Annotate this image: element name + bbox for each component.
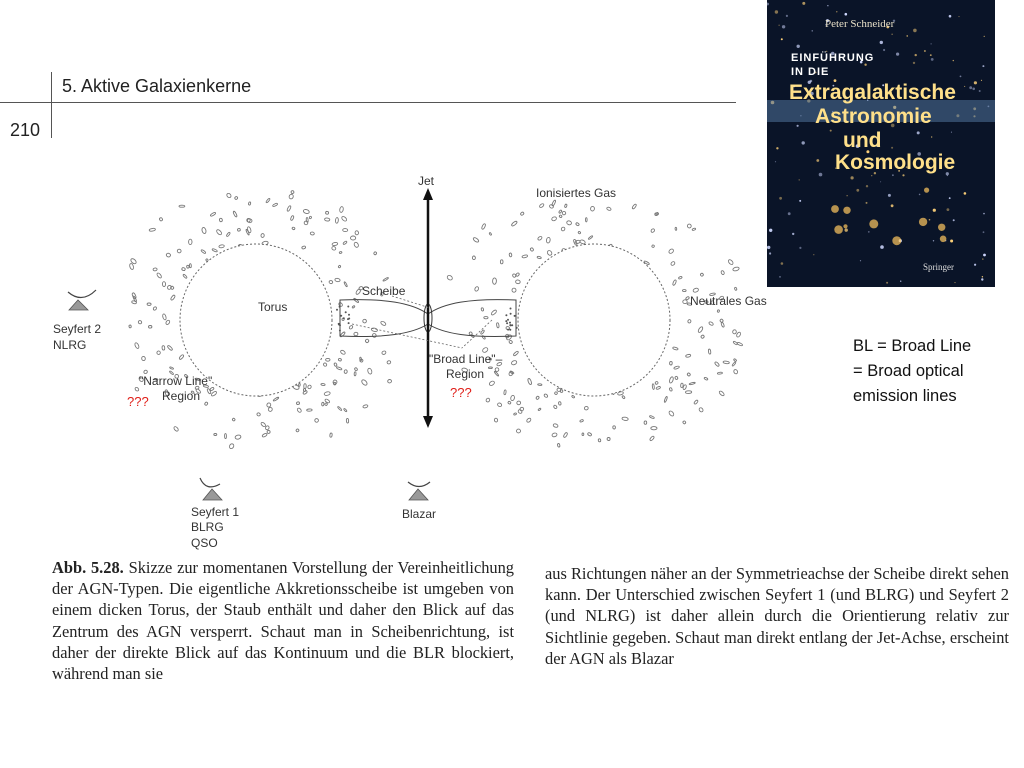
question-mark-left: ???	[127, 394, 149, 409]
page-number: 210	[10, 120, 41, 140]
accretion-disk-right	[428, 300, 516, 337]
label-narrow-line-region: Region	[162, 389, 201, 403]
observer-seyfert1-icon	[200, 478, 222, 500]
label-blrg: BLRG	[191, 520, 224, 534]
question-mark-center: ???	[450, 385, 472, 400]
label-neutrales-gas: Neutrales Gas	[690, 294, 767, 308]
cover-publisher: Springer	[923, 262, 954, 272]
note-line-3: emission lines	[853, 387, 957, 405]
note-line-2: = Broad optical	[853, 362, 964, 380]
label-qso: QSO	[191, 536, 218, 550]
cover-subtitle-line1: EINFÜHRUNG	[791, 52, 875, 64]
cover-title-2: Astronomie	[815, 105, 932, 128]
caption-left-text: Skizze zur momentanen Vorstellung der Vereinheitlichung der AGN-Typen. Die eigentliche Akkretionsscheibe ist umgeben von einem dicken Torus, der Staub enthält und daher den Blick auf das Zentrum des AGN versperrt. Schaut man in Scheibenrichtung, ist daher der direkte Blick auf das Kontinuum und die BLR blockiert, während man sie	[52, 558, 515, 684]
figure-caption-right: aus Richtungen näher an der Symmetrieachse der Scheibe direkt sehen kann. Der Unterschied zwischen Seyfert 1 (und BLRG) und Seyfert 2 (und NLRG) ist daher allein durch die Orientierung relativ zur Sichtlinie gegeben. Schaut man direkt entlang der Jet-Achse, erscheint der AGN als Blazar	[545, 564, 1009, 668]
label-ionisiertes-gas: Ionisiertes Gas	[536, 186, 617, 200]
label-jet: Jet	[418, 174, 435, 188]
label-seyfert2: Seyfert 2	[53, 322, 102, 336]
broad-line-note	[853, 334, 1013, 409]
figure-caption-left	[52, 557, 514, 684]
label-nlrg: NLRG	[53, 338, 87, 352]
label-broad-line: "Broad Line"–	[429, 352, 503, 366]
book-cover-image	[767, 0, 995, 287]
torus-right	[518, 244, 670, 396]
observer-seyfert2-icon	[68, 290, 96, 310]
cover-subtitle-line2: IN DIE	[791, 66, 830, 78]
figure-label: Abb. 5.28.	[52, 558, 124, 577]
label-scheibe: Scheibe	[362, 284, 406, 298]
chapter-title: 5. Aktive Galaxienkerne	[62, 76, 252, 96]
note-line-1: BL = Broad Line	[853, 337, 972, 355]
cover-title-3: und	[843, 129, 882, 152]
cover-author: Peter Schneider	[825, 18, 895, 30]
cover-title-1: Extragalaktische	[789, 81, 956, 104]
label-torus: Torus	[258, 300, 288, 314]
label-broad-line-region: Region	[446, 367, 485, 381]
label-narrow-line: "Narrow Line"	[139, 374, 213, 388]
observer-blazar-icon	[408, 482, 430, 500]
label-seyfert1: Seyfert 1	[191, 505, 240, 519]
jet-arrow-down	[423, 416, 433, 428]
label-blazar: Blazar	[402, 507, 437, 521]
jet-arrow-up	[423, 188, 433, 200]
cover-title-4: Kosmologie	[835, 151, 956, 174]
